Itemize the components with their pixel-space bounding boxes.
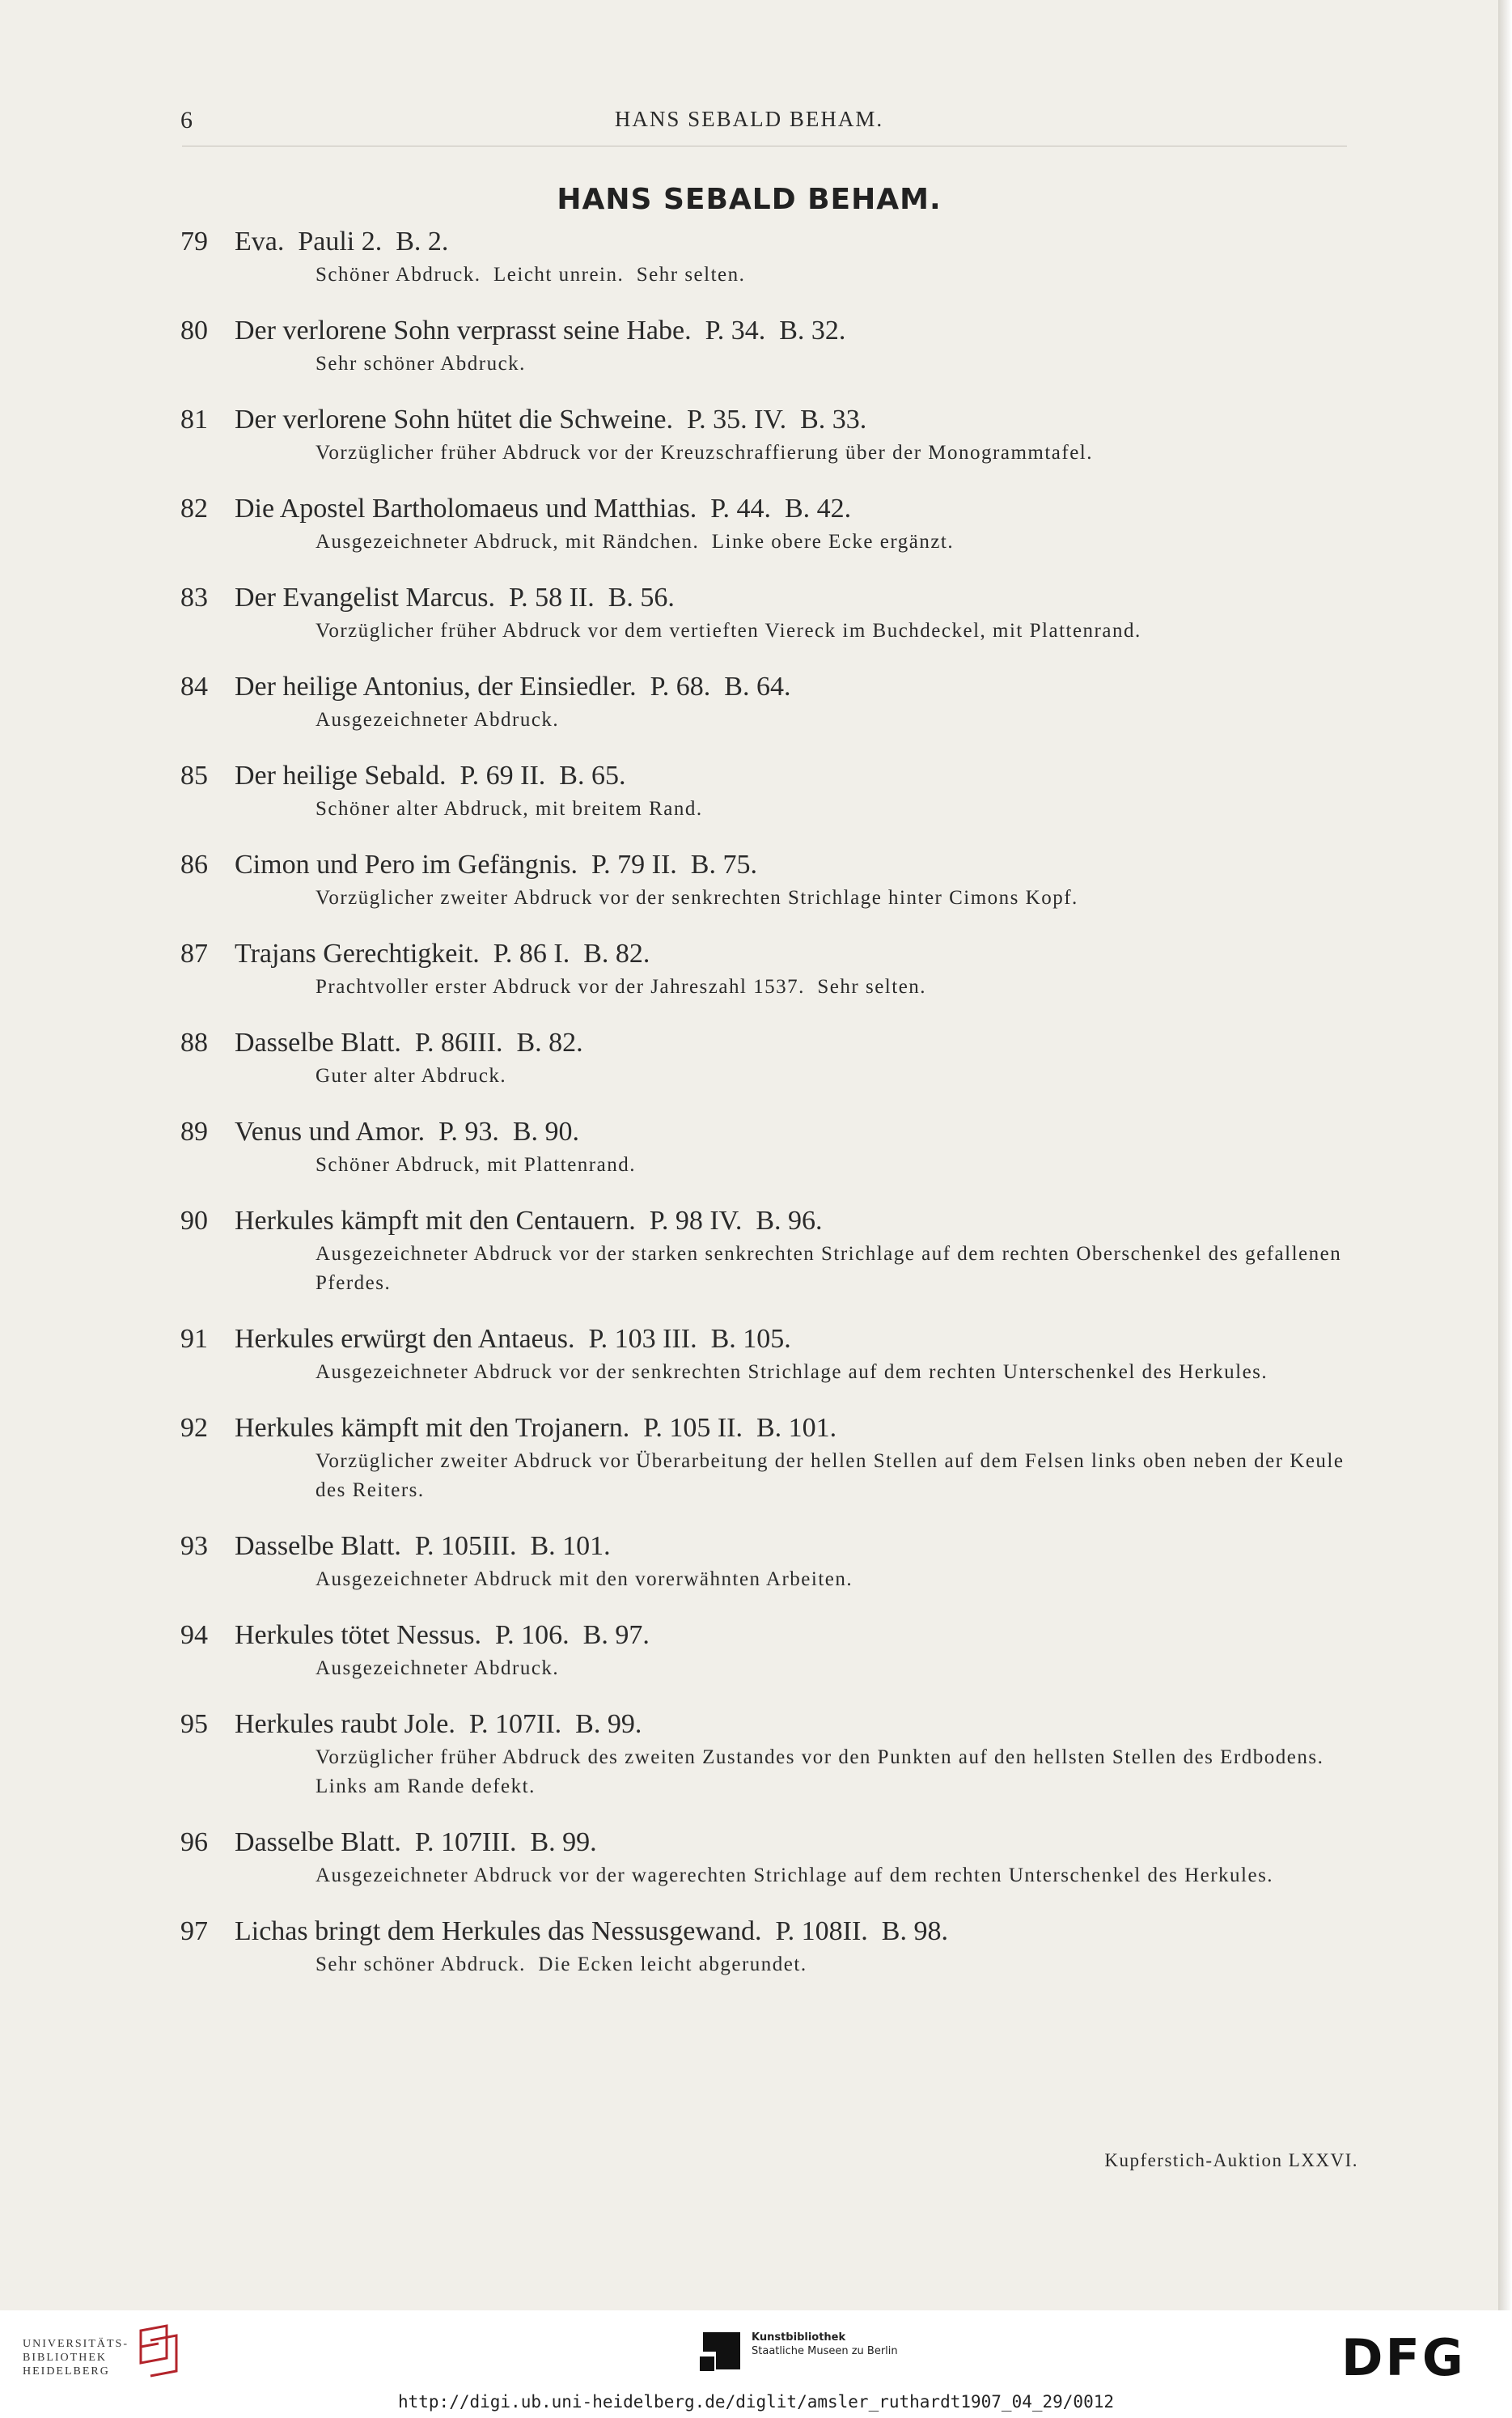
entry-number: 79 (180, 227, 208, 257)
entry-note: Sehr schöner Abdruck. Die Ecken leicht abgerundet. (316, 1953, 807, 1975)
entry-note: Vorzüglicher früher Abdruck vor der Kreuzschraffierung über der Monogrammtafel. (316, 442, 1094, 464)
entry-number: 80 (180, 316, 208, 346)
entry-title: Herkules kämpft mit den Trojanern. P. 105 II. B. 101. (235, 1413, 837, 1443)
catalog-entry (180, 581, 1345, 646)
entry-note: Prachtvoller erster Abdruck vor der Jahreszahl 1537. Sehr selten. (316, 976, 927, 998)
entry-note: Ausgezeichneter Abdruck, mit Rändchen. Linke obere Ecke ergänzt. (316, 531, 955, 553)
catalog-entry (180, 314, 1345, 379)
entry-title: Dasselbe Blatt. P. 86III. B. 82. (235, 1028, 583, 1058)
university-line: HEIDELBERG (23, 2365, 110, 2378)
catalog-entry (180, 848, 1345, 913)
entry-number: 93 (180, 1531, 208, 1561)
catalog-entry (180, 1707, 1345, 1801)
catalog-entry (180, 1322, 1345, 1387)
entry-title: Eva. Pauli 2. B. 2. (235, 227, 449, 257)
entry-number: 88 (180, 1028, 208, 1058)
entry-title-line (180, 1322, 1345, 1356)
entry-note: Vorzüglicher früher Abdruck vor dem vertieften Viereck im Buchdeckel, mit Plattenrand. (316, 620, 1141, 642)
entry-title: Herkules raubt Jole. P. 107II. B. 99. (235, 1709, 642, 1739)
running-head (0, 107, 1498, 139)
entry-title-line (180, 314, 1345, 348)
entry-note: Sehr schöner Abdruck. (316, 353, 526, 375)
entry-title: Der heilige Antonius, der Einsiedler. P. 68. B. 64. (235, 672, 791, 702)
entry-number: 95 (180, 1709, 208, 1739)
entry-number: 81 (180, 405, 208, 435)
dfg-logo[interactable]: DFG (1341, 2328, 1466, 2387)
kb-name: Kunstbibliothek (752, 2331, 846, 2344)
catalog-entry (180, 1826, 1345, 1890)
entry-number: 83 (180, 583, 208, 613)
catalog-entry (180, 759, 1345, 824)
entry-number: 94 (180, 1620, 208, 1650)
entry-number: 97 (180, 1916, 208, 1946)
entry-title-line (180, 1826, 1345, 1860)
kb-sub: Staatliche Museen zu Berlin (752, 2345, 898, 2357)
entry-title-line (180, 492, 1345, 526)
entry-number: 85 (180, 761, 208, 791)
university-line: UNIVERSITÄTS- (23, 2338, 129, 2350)
entry-note: Vorzüglicher früher Abdruck des zweiten Zustandes vor den Punkten auf den hellsten Stellen des Erdbodens. Links am Rande defekt. (316, 1746, 1336, 1797)
entry-title-line (180, 1204, 1345, 1238)
entry-title: Herkules kämpft mit den Centauern. P. 98 IV. B. 96. (235, 1206, 823, 1236)
entry-title: Cimon und Pero im Gefängnis. P. 79 II. B. 75. (235, 850, 757, 880)
entry-number: 87 (180, 939, 208, 969)
running-title: HANS SEBALD BEHAM. (614, 107, 884, 131)
entry-title: Lichas bringt dem Herkules das Nessusgewand. P. 108II. B. 98. (235, 1916, 948, 1946)
page-number: 6 (180, 107, 193, 134)
entry-note: Schöner alter Abdruck, mit breitem Rand. (316, 798, 703, 820)
section-title: HANS SEBALD BEHAM. (557, 183, 942, 216)
entry-number: 84 (180, 672, 208, 702)
catalog-entries (0, 225, 1498, 2004)
source-url[interactable]: http://digi.ub.uni-heidelberg.de/diglit/amsler_ruthardt1907_04_29/0012 (397, 2392, 1114, 2412)
entry-title-line (180, 937, 1345, 971)
entry-title-line (180, 1411, 1345, 1445)
entry-title: Der verlorene Sohn hütet die Schweine. P. 35. IV. B. 33. (235, 405, 867, 435)
entry-number: 82 (180, 494, 208, 524)
university-library-text[interactable] (23, 2337, 144, 2378)
entry-title: Venus und Amor. P. 93. B. 90. (235, 1117, 579, 1147)
entry-note: Vorzüglicher zweiter Abdruck vor Überarbeitung der hellen Stellen auf dem Felsen links oben neben der Keule des Reiters. (316, 1450, 1351, 1501)
entry-title-line (180, 1707, 1345, 1741)
entry-title: Dasselbe Blatt. P. 107III. B. 99. (235, 1827, 597, 1857)
entry-title-line (180, 1915, 1345, 1949)
entry-number: 96 (180, 1827, 208, 1857)
university-line: BIBLIOTHEK (23, 2352, 107, 2364)
entry-note: Ausgezeichneter Abdruck vor der senkrechten Strichlage auf dem rechten Unterschenkel des Herkules. (316, 1361, 1268, 1383)
entry-title-line (180, 759, 1345, 793)
catalog-entry (180, 403, 1345, 468)
catalog-entry (180, 1618, 1345, 1683)
catalog-entry (180, 670, 1345, 735)
catalog-entry (180, 1411, 1351, 1505)
university-logo-icon[interactable] (134, 2323, 186, 2379)
catalog-entry (180, 937, 1345, 1002)
catalog-entry (180, 225, 1345, 290)
catalog-entry (180, 1204, 1348, 1298)
catalog-entry (180, 1915, 1345, 1979)
catalog-entry (180, 1115, 1345, 1180)
entry-title-line (180, 848, 1345, 882)
entry-title-line (180, 1026, 1345, 1060)
entry-title: Trajans Gerechtigkeit. P. 86 I. B. 82. (235, 939, 650, 969)
entry-number: 91 (180, 1324, 208, 1354)
footer-mark: Kupferstich-Auktion LXXVI. (1104, 2150, 1358, 2170)
entry-number: 92 (180, 1413, 208, 1443)
entry-title: Herkules tötet Nessus. P. 106. B. 97. (235, 1620, 650, 1650)
entry-title: Die Apostel Bartholomaeus und Matthias. P. 44. B. 42. (235, 494, 852, 524)
page-edge (1498, 0, 1512, 2310)
kunstbibliothek-text[interactable] (752, 2331, 898, 2358)
entry-note: Ausgezeichneter Abdruck mit den vorerwähnten Arbeiten. (316, 1568, 853, 1590)
entry-title: Herkules erwürgt den Antaeus. P. 103 III. B. 105. (235, 1324, 791, 1354)
entry-note: Guter alter Abdruck. (316, 1065, 507, 1087)
entry-title: Der Evangelist Marcus. P. 58 II. B. 56. (235, 583, 675, 613)
catalog-entry (180, 1529, 1345, 1594)
entry-note: Vorzüglicher zweiter Abdruck vor der senkrechten Strichlage hinter Cimons Kopf. (316, 887, 1078, 909)
entry-title-line (180, 581, 1345, 615)
catalog-entry (180, 1026, 1345, 1091)
entry-note: Ausgezeichneter Abdruck vor der wagerechten Strichlage auf dem rechten Unterschenkel des Herkules. (316, 1864, 1274, 1886)
entry-number: 90 (180, 1206, 208, 1236)
entry-note: Schöner Abdruck, mit Plattenrand. (316, 1154, 636, 1176)
entry-title-line (180, 1529, 1345, 1563)
entry-note: Schöner Abdruck. Leicht unrein. Sehr selten. (316, 264, 746, 286)
entry-note: Ausgezeichneter Abdruck vor der starken senkrechten Strichlage auf dem rechten Oberschenkel des gefallenen Pferdes. (316, 1243, 1348, 1294)
kunstbibliothek-logo-icon[interactable] (692, 2327, 748, 2376)
entry-note: Ausgezeichneter Abdruck. (316, 709, 560, 731)
entry-title-line (180, 670, 1345, 704)
entry-title: Der verlorene Sohn verprasst seine Habe. P. 34. B. 32. (235, 316, 846, 346)
entry-title-line (180, 1115, 1345, 1149)
entry-title: Dasselbe Blatt. P. 105III. B. 101. (235, 1531, 611, 1561)
entry-number: 89 (180, 1117, 208, 1147)
entry-note: Ausgezeichneter Abdruck. (316, 1657, 560, 1679)
entry-title: Der heilige Sebald. P. 69 II. B. 65. (235, 761, 626, 791)
entry-title-line (180, 1618, 1345, 1652)
entry-title-line (180, 225, 1345, 259)
catalog-entry (180, 492, 1345, 557)
entry-title-line (180, 403, 1345, 437)
entry-number: 86 (180, 850, 208, 880)
